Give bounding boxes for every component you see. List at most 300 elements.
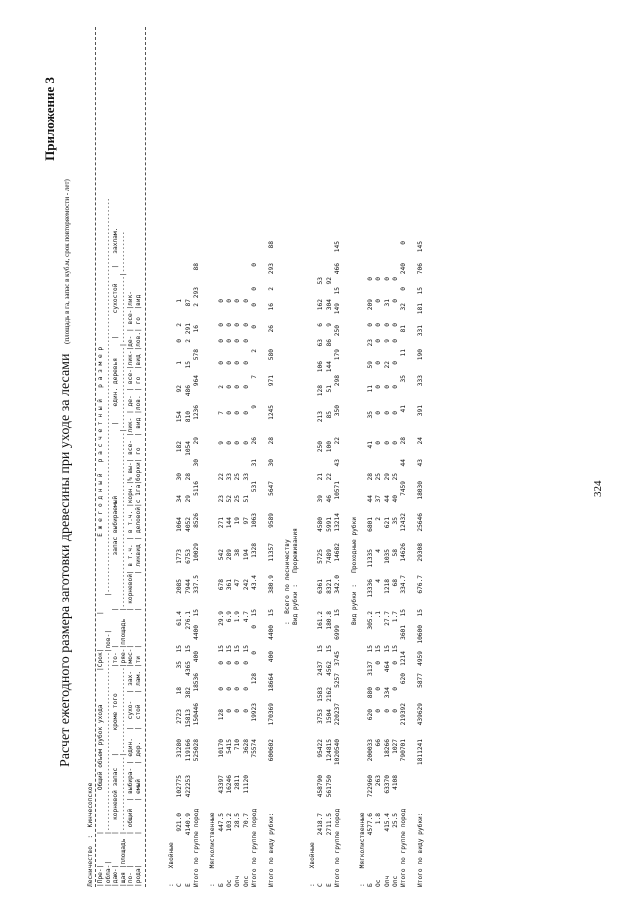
table-cell: 0	[392, 339, 400, 343]
table-cell: 2	[267, 287, 275, 291]
table-cell: 5116	[192, 481, 200, 496]
table-cell: 0	[392, 709, 400, 713]
table-cell: 7	[217, 411, 225, 415]
table-cell: 0	[250, 303, 258, 307]
table-cell: 4577.6	[367, 813, 375, 836]
table-cell: 128	[317, 385, 325, 397]
table-cell: 382	[184, 687, 192, 699]
table-cell: 19923	[250, 703, 258, 722]
table-cell: 18664	[267, 673, 275, 692]
table-cell: 0	[392, 361, 400, 365]
table-cell: 29.9	[217, 611, 225, 626]
table-cell: 0	[234, 709, 242, 713]
table-cell: 0	[226, 411, 234, 415]
table-cell: 439629	[416, 703, 424, 726]
row-label: Е	[325, 883, 333, 887]
table-cell: 81	[400, 325, 408, 333]
table-cell: 41	[400, 405, 408, 413]
table-cell: 242	[242, 579, 250, 591]
table-cell: 39	[317, 495, 325, 503]
table-cell: 29	[184, 495, 192, 503]
table-cell: 289	[226, 549, 234, 561]
table-cell: 31280	[176, 739, 184, 758]
table-cell: 0	[383, 411, 391, 415]
table-cell: 0	[392, 411, 400, 415]
table-cell: 0	[375, 385, 383, 389]
table-cell: 10571	[333, 481, 341, 500]
table-row	[226, 27, 234, 887]
table-cell: 4580	[317, 517, 325, 532]
table-cell: 13214	[333, 513, 341, 532]
table-cell: 103.2	[226, 813, 234, 832]
table-cell: 0	[217, 299, 225, 303]
table-cell: 95422	[317, 739, 325, 758]
table-cell: 678	[217, 579, 225, 591]
table-cell: 0	[234, 361, 242, 365]
row-gap	[259, 27, 267, 887]
table-cell: 128	[250, 673, 258, 685]
table-cell: 75574	[250, 739, 258, 758]
table-cell: 1	[176, 299, 184, 303]
table-cell: 0	[375, 277, 383, 281]
table-cell: 240	[400, 263, 408, 275]
table-cell: 10029	[192, 543, 200, 562]
table-cell: 0	[400, 287, 408, 291]
table-cell: 0	[242, 661, 250, 665]
table-cell: 22	[333, 437, 341, 445]
table-cell: 0	[226, 441, 234, 445]
table-cell: 25	[375, 473, 383, 481]
table-cell: 1504	[325, 709, 333, 724]
table-cell: 7489	[325, 549, 333, 564]
table-cell: 25	[234, 473, 242, 481]
table-cell: 0	[217, 661, 225, 665]
table-cell: 676.7	[416, 575, 424, 594]
table-cell: 18030	[416, 481, 424, 500]
table-cell: 145	[416, 241, 424, 253]
table-cell: 3137	[367, 661, 375, 676]
table-cell: 0	[242, 339, 250, 343]
table-cell: 6801	[367, 517, 375, 532]
table-cell: 0	[226, 709, 234, 713]
table-cell: 7459	[400, 481, 408, 496]
table-cell: 2437	[317, 661, 325, 676]
table-row	[193, 27, 201, 887]
table-cell: 0	[392, 687, 400, 691]
row-gap	[276, 27, 284, 887]
row-label: Б	[217, 883, 225, 887]
table-cell: 19	[234, 517, 242, 525]
table-cell: 162	[317, 299, 325, 311]
table-cell: 70.7	[242, 813, 250, 828]
table-cell: 0	[392, 661, 400, 665]
table-cell: 44	[400, 459, 408, 467]
table-cell: 15813	[184, 709, 192, 728]
table-cell: 525028	[192, 739, 200, 762]
table-cell: 921.0	[176, 813, 184, 832]
table-cell: 3601	[400, 625, 408, 640]
table-cell: 40	[392, 495, 400, 503]
table-cell: 182	[176, 441, 184, 453]
table-cell: 400	[192, 651, 200, 663]
table-cell: 0	[392, 299, 400, 303]
table-row	[417, 27, 425, 887]
table-cell: 0	[375, 361, 383, 365]
table-cell: 710	[234, 739, 242, 751]
table-cell: 8526	[192, 513, 200, 528]
table-cell: 16246	[226, 775, 234, 794]
table-cell: 971	[267, 375, 275, 387]
table-cell: 0	[242, 687, 250, 691]
table-cell: 0	[226, 687, 234, 691]
table-cell: 28.5	[234, 813, 242, 828]
row-label: Итого по виду рубки:	[267, 812, 275, 887]
table-cell: 304	[325, 299, 333, 311]
table-cell: 170369	[267, 703, 275, 726]
table-cell: 14682	[333, 543, 341, 562]
table-cell: 6361	[317, 579, 325, 594]
table-cell: 219392	[400, 703, 408, 726]
table-cell: .1	[375, 611, 383, 619]
table-cell: 0	[375, 687, 383, 691]
table-cell: 6999	[333, 625, 341, 640]
table-cell: 9	[250, 405, 258, 409]
table-cell: 28	[367, 473, 375, 481]
table-cell: 0	[242, 361, 250, 365]
table-cell: 0	[226, 339, 234, 343]
table-cell: 44	[367, 495, 375, 503]
table-cell: 0	[375, 323, 383, 327]
table-cell: 18	[176, 687, 184, 695]
table-cell: 37	[375, 495, 383, 503]
table-cell: 5257	[333, 673, 341, 688]
table-cell: 15	[383, 645, 391, 653]
table-cell: 180.8	[325, 611, 333, 630]
table-cell: 7944	[184, 579, 192, 594]
table-cell: 25646	[416, 513, 424, 532]
row-gap	[201, 27, 209, 887]
table-cell: 2	[217, 385, 225, 389]
table-cell: 2	[176, 323, 184, 327]
table-cell: 63370	[383, 775, 391, 794]
table-cell: 38	[234, 549, 242, 557]
table-cell: 6	[317, 323, 325, 327]
table-cell: 46	[325, 495, 333, 503]
title-text: Расчет ежегодного размера заготовки древесины при уходе за лесами	[58, 353, 73, 767]
table-cell: 722960	[367, 775, 375, 798]
table-cell: 293	[267, 263, 275, 275]
table-cell: 400	[267, 651, 275, 663]
table-cell: 106	[317, 361, 325, 373]
group-label: : Мягколиственные	[358, 812, 366, 887]
table-cell: 0	[375, 299, 383, 303]
table-cell: 102775	[176, 775, 184, 798]
table-cell: 1236	[192, 405, 200, 420]
table-cell: 0	[392, 385, 400, 389]
table-cell: 0	[383, 709, 391, 713]
table-cell: 35	[367, 411, 375, 419]
table-cell: 15	[226, 645, 234, 653]
table-cell: 35	[176, 661, 184, 669]
table-cell: 0	[217, 323, 225, 327]
table-cell: 29	[383, 473, 391, 481]
table-cell: 1.9	[234, 611, 242, 623]
table-cell: 12432	[400, 513, 408, 532]
table-cell: 29308	[416, 543, 424, 562]
table-cell: 24	[416, 437, 424, 445]
table-row	[400, 27, 408, 887]
title-subtitle: (площадь в га, запас в куб.м, срок повторяемости - лет)	[63, 179, 71, 344]
table-cell: 350	[333, 405, 341, 417]
table-cell: 33	[242, 473, 250, 481]
table-cell: 0	[383, 323, 391, 327]
table-cell: 220237	[333, 703, 341, 726]
table-cell: 11	[367, 385, 375, 393]
table-header	[97, 27, 143, 887]
table-cell: 15	[267, 609, 275, 617]
table-cell: 15	[317, 645, 325, 653]
table-cell: 2	[375, 517, 383, 521]
table-cell: 263	[375, 775, 383, 787]
table-row	[375, 27, 383, 887]
row-label: Итого по виду рубки:	[416, 812, 424, 887]
table-cell: 0	[375, 441, 383, 445]
table-row	[234, 27, 242, 887]
table-cell: 35	[392, 517, 400, 525]
table-cell: 128	[217, 709, 225, 721]
row-label: Ос	[375, 879, 383, 887]
row-label: С	[317, 883, 325, 887]
table-cell: 66	[375, 739, 383, 747]
table-cell: 486	[184, 385, 192, 397]
table-cell: 0	[217, 361, 225, 365]
table-row	[317, 27, 325, 887]
table-cell: 22	[383, 361, 391, 369]
table-cell: 15	[242, 645, 250, 653]
table-cell: 0	[242, 299, 250, 303]
row-label: Итого по группе пород	[192, 808, 200, 887]
table-cell: 2	[250, 349, 258, 353]
table-cell: 18266	[383, 739, 391, 758]
table-cell: 0	[392, 277, 400, 281]
table-cell: 97	[242, 517, 250, 525]
table-cell: 0	[234, 339, 242, 343]
table-cell: 29	[192, 437, 200, 445]
table-cell: 5991	[325, 517, 333, 532]
table-cell: 0	[234, 323, 242, 327]
table-cell: 86	[325, 339, 333, 347]
table-cell: 30	[267, 459, 275, 467]
table-cell: 0	[250, 287, 258, 291]
table-cell: 32	[400, 303, 408, 311]
table-cell: 30	[176, 473, 184, 481]
table-cell: 25	[234, 495, 242, 503]
table-cell: 5415	[226, 739, 234, 754]
table-cell: 333	[416, 375, 424, 387]
table-cell: 11	[400, 349, 408, 357]
table-cell: 0	[234, 661, 242, 665]
row-label: Итого по группе пород	[400, 808, 408, 887]
table-cell: 250	[317, 441, 325, 453]
table-cell: 580	[267, 349, 275, 361]
table-cell: 5725	[317, 549, 325, 564]
table-cell: 447.5	[217, 813, 225, 832]
table-cell: 47	[234, 579, 242, 587]
table-cell: 9	[325, 323, 333, 327]
table-cell: 342.0	[333, 575, 341, 594]
table-cell: 3745	[333, 651, 341, 666]
table-cell: 1063	[250, 513, 258, 528]
table-cell: 1328	[250, 543, 258, 558]
table-cell: 15	[333, 609, 341, 617]
table-cell: 1	[176, 361, 184, 365]
header-rule-top	[95, 27, 96, 887]
table-cell: 422253	[184, 775, 192, 798]
table-cell: 3753	[317, 709, 325, 724]
table-row	[185, 27, 193, 887]
table-cell: 331	[416, 325, 424, 337]
table-cell: 0	[392, 441, 400, 445]
table-cell: 561750	[325, 775, 333, 798]
table-cell: 4959	[416, 651, 424, 666]
table-cell: 144	[226, 517, 234, 529]
table-cell: 0	[375, 661, 383, 665]
header-line: |рода| | | емый | дер. | стой | лам. |ти | | | ликвид | деловой|с 1га|борки| го | вид |лов. | го |вид |лов.| го |вид	[134, 294, 142, 887]
table-cell: 124815	[325, 739, 333, 762]
table-cell: 1054	[184, 441, 192, 456]
table-cell: 33	[226, 473, 234, 481]
document-title	[58, 7, 74, 767]
row-label: Олс	[392, 875, 400, 887]
table-cell: 15	[416, 609, 424, 617]
table-cell: 2418.7	[317, 813, 325, 836]
table-cell: 3628	[242, 739, 250, 754]
table-cell: 2811	[234, 775, 242, 790]
table-cell: 4365	[184, 661, 192, 676]
table-cell: 334	[383, 687, 391, 699]
table-cell: 43	[333, 459, 341, 467]
table-cell: 4140.9	[184, 813, 192, 836]
table-cell: 0	[226, 361, 234, 365]
table-cell: 291	[184, 323, 192, 335]
table-cell: 7	[250, 375, 258, 379]
table-cell: 145	[333, 241, 341, 253]
table-cell: 415.4	[383, 813, 391, 832]
table-cell: 250	[333, 325, 341, 337]
group-label: : Хвойные	[168, 842, 175, 887]
table-cell: 26	[267, 325, 275, 333]
table-row	[251, 27, 259, 887]
table-cell: 620	[367, 709, 375, 721]
table-cell: 298	[333, 375, 341, 387]
section-label: : Всего по лесничеству	[284, 539, 292, 625]
table-cell: 0	[400, 241, 408, 245]
table-row	[268, 27, 276, 887]
data-table	[168, 27, 425, 887]
table-cell: 0	[242, 709, 250, 713]
table-cell: 4	[375, 549, 383, 553]
table-cell: 85	[325, 411, 333, 419]
table-cell: 149	[333, 303, 341, 315]
table-cell: 179	[333, 349, 341, 361]
table-cell: 181	[416, 303, 424, 315]
table-cell: 0	[250, 651, 258, 655]
table-cell: 9	[217, 441, 225, 445]
table-cell: 92	[176, 385, 184, 393]
table-cell: 578	[192, 349, 200, 361]
table-cell: 13336	[367, 579, 375, 598]
section-label: Вид рубки : Проходные рубки	[350, 516, 358, 625]
header-line: |даю-| | корневой запас | кроме того |то- | | запас выбираемый | един. деревья | сухостой | захлам.	[112, 227, 120, 887]
table-row	[326, 27, 334, 887]
table-cell: 0	[375, 709, 383, 713]
row-label: Олс	[242, 875, 250, 887]
forestry-name: Лесничество : Кинчесопское	[87, 782, 94, 887]
table-cell: 59	[367, 361, 375, 369]
row-gap	[301, 27, 309, 887]
table-cell: 6753	[184, 549, 192, 564]
table-cell: 0	[375, 339, 383, 343]
table-cell: 15	[333, 287, 341, 295]
table-cell: 15	[400, 609, 408, 617]
table-cell: 4400	[267, 625, 275, 640]
table-cell: 27.7	[383, 611, 391, 626]
table-cell: 161.2	[317, 611, 325, 630]
row-gap	[342, 27, 350, 887]
table-cell: 58	[392, 549, 400, 557]
table-cell: 1245	[267, 405, 275, 420]
table-row	[392, 27, 400, 887]
appendix-label: Приложение 3	[42, 77, 57, 161]
table-cell: 276.1	[184, 611, 192, 630]
table-cell: 0	[250, 263, 258, 267]
table-cell: 15	[192, 609, 200, 617]
table-cell: 1811241	[416, 739, 424, 766]
table-row	[243, 27, 251, 887]
table-cell: 0	[383, 385, 391, 389]
table-cell: 0	[234, 441, 242, 445]
table-cell: 0	[383, 277, 391, 281]
row-label: Ос	[226, 879, 234, 887]
table-cell: 9589	[267, 513, 275, 528]
table-cell: 92	[325, 277, 333, 285]
table-cell: 293	[192, 287, 200, 299]
table-cell: 4.7	[242, 611, 250, 623]
table-cell: 2711.5	[325, 813, 333, 836]
table-cell: 1214	[400, 651, 408, 666]
table-cell: 391	[416, 405, 424, 417]
table-cell: 706	[416, 263, 424, 275]
table-cell: 144	[325, 361, 333, 373]
table-cell: 200033	[367, 739, 375, 762]
table-cell: 15	[392, 645, 400, 653]
header-line: |Пре-| | Общий объем рубок ухода |Срок| | Е ж е г о д н ы й р а с ч е т н ы й р а з м е р	[97, 346, 104, 887]
rotated-content	[40, 17, 604, 887]
table-cell: 41	[367, 441, 375, 449]
table-cell: 43397	[217, 775, 225, 794]
table-cell: 2	[192, 303, 200, 307]
table-cell: 68	[392, 579, 400, 587]
row-label: Б	[367, 883, 375, 887]
table-cell: 1.8	[375, 813, 383, 825]
table-cell: 52	[226, 495, 234, 503]
table-cell: 34	[176, 495, 184, 503]
table-cell: 88	[192, 263, 200, 271]
header-line: |щая |площадь |--------------------|-----------------------|ряе-|площадь |-----------------------------------------------|----------------------|------------------|-----------	[119, 231, 127, 887]
table-cell: 0	[375, 411, 383, 415]
table-cell: 194	[242, 549, 250, 561]
table-cell: 0	[217, 687, 225, 691]
